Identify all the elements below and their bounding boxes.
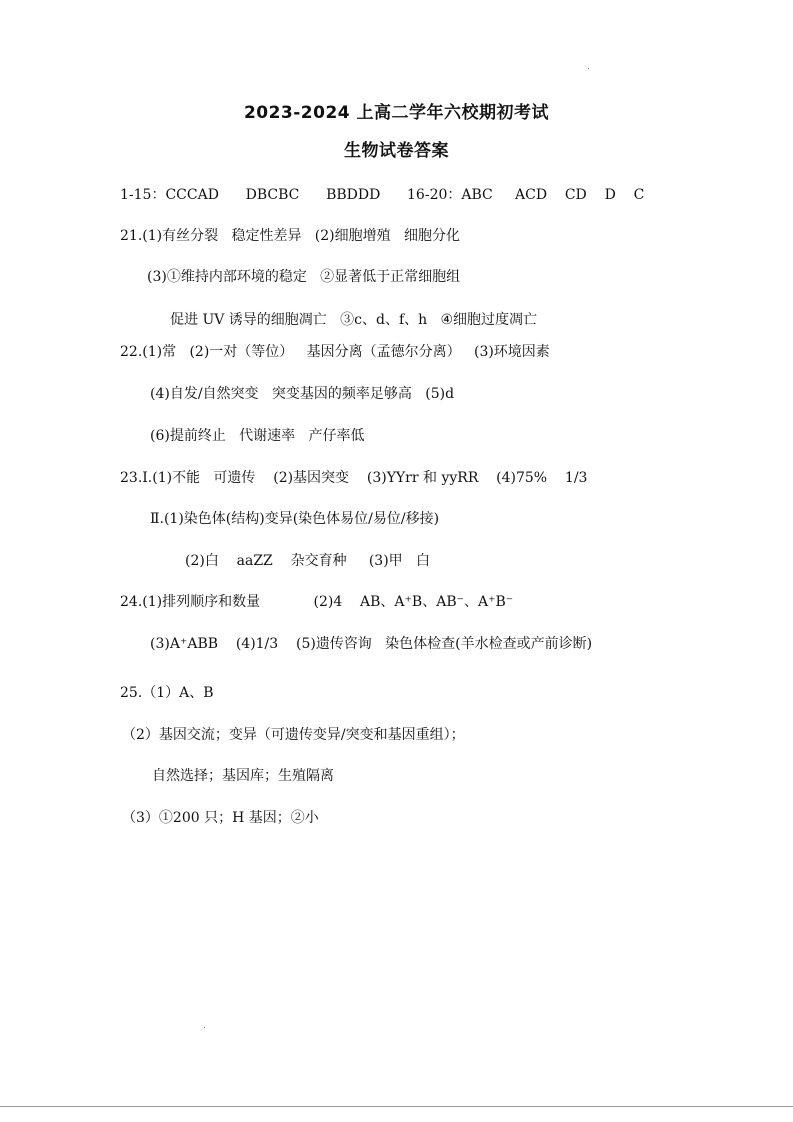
answer-23-part-2-line-1: Ⅱ.(1)染色体(结构)变异(染色体易位/易位/移接) — [150, 511, 440, 527]
answer-24-line-1: 24.(1)排列顺序和数量 (2)4 AB、A⁺B、AB⁻、A⁺B⁻ — [120, 594, 514, 610]
answer-22-line-2: (4)自发/自然突变 突变基因的频率足够高 (5)d — [150, 386, 455, 402]
answers-1-20: 1-15：CCCAD DBCBC BBDDD 16-20：ABC ACD CD D C — [120, 187, 645, 203]
exam-title: 2023-2024 上高二学年六校期初考试 — [243, 103, 550, 123]
scan-speck — [588, 68, 589, 69]
answer-23-part-1: 23.Ⅰ.(1)不能 可遗传 (2)基因突变 (3)YYrr 和 yyRR (4)75% 1/3 — [120, 470, 588, 486]
answer-25-line-4: （3）①200 只；H 基因；②小 — [122, 810, 319, 826]
answer-25-line-1: 25.（1）A、B — [120, 685, 214, 701]
answer-25-line-2: （2）基因交流；变异（可遗传变异/突变和基因重组）； — [122, 727, 465, 743]
answer-22-line-1: 22.(1)常 (2)一对（等位） 基因分离（孟德尔分离） (3)环境因素 — [120, 344, 550, 360]
answer-21-line-3: 促进 UV 诱导的细胞凋亡 ③c、d、f、h ④细胞过度凋亡 — [170, 312, 538, 328]
scan-speck — [204, 1027, 205, 1028]
answer-24-line-2: (3)A⁺ABB (4)1/3 (5)遗传咨询 染色体检查(羊水检查或产前诊断) — [150, 636, 593, 652]
answer-key-subtitle: 生物试卷答案 — [344, 141, 449, 161]
answer-21-line-1: 21.(1)有丝分裂 稳定性差异 (2)细胞增殖 细胞分化 — [120, 228, 460, 244]
page-bottom-rule — [0, 1106, 793, 1107]
answer-25-line-3: 自然选择；基因库；生殖隔离 — [152, 768, 334, 784]
answer-22-line-3: (6)提前终止 代谢速率 产仔率低 — [150, 428, 365, 444]
answer-21-line-2: (3)①维持内部环境的稳定 ②显著低于正常细胞组 — [147, 269, 461, 285]
answer-23-part-2-line-2: (2)白 aaZZ 杂交育种 (3)甲 白 — [185, 553, 431, 569]
